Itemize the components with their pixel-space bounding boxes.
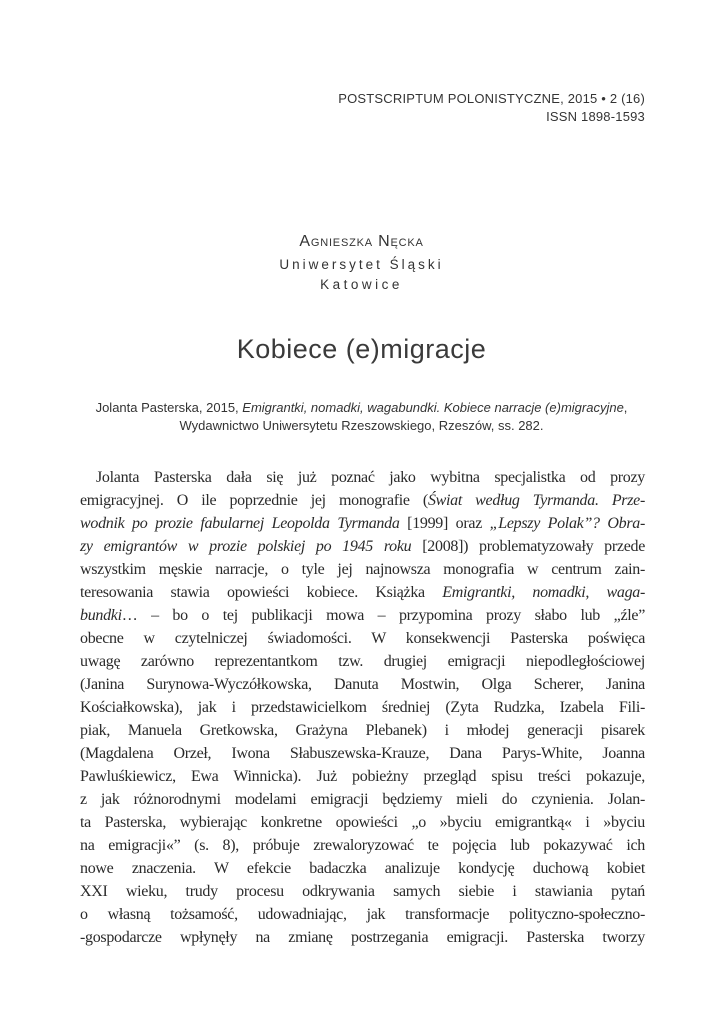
text-segment: ,	[623, 400, 628, 415]
author-affiliation: Uniwersytet Śląski	[279, 257, 444, 272]
author-city: Katowice	[320, 277, 403, 292]
text-segment: obecne w czytelniczej świadomości. W konsekwencji Pasterska poświęca	[80, 630, 645, 647]
text-segment: emigracyjnej. O ile poprzednie jej monografie (	[80, 492, 428, 509]
text-segment: Wydawnictwo Uniwersytetu Rzeszowskiego, Rzeszów, ss. 282.	[179, 417, 544, 433]
body-text-line	[80, 535, 645, 558]
body-text-line	[80, 558, 645, 581]
text-segment: na emigracji«” (s. 8), próbuje zrewaloryzować te pojęcia lub pokazywać ich	[80, 837, 645, 854]
body-text-line	[80, 742, 645, 765]
text-segment: Pawluśkiewicz, Ewa Winnicka). Już pobieżny przegląd spisu treści pokazuje,	[80, 768, 645, 785]
text-segment: [2008]) problematyzowały przede	[411, 538, 646, 555]
italic-text-segment: Emigrantki, nomadki, waga-	[442, 584, 646, 601]
body-text-line	[80, 604, 645, 627]
body-text-line	[80, 857, 645, 880]
body-text-line	[80, 834, 645, 857]
italic-text-segment: Emigrantki, nomadki, wagabundki. Kobiece narracje (e)migracyjne	[242, 400, 624, 415]
text-segment: [1999] oraz	[399, 515, 490, 532]
text-segment: wszystkim męskie narracje, o tyle jej najnowsza monografia w centrum zain-	[80, 561, 645, 578]
text-segment: uwagę zarówno reprezentantkom tzw. drugiej emigracji niepodległościowej	[80, 653, 645, 670]
body-text-line	[80, 466, 645, 489]
issn-line: ISSN 1898-1593	[546, 109, 645, 124]
text-segment: (Janina Surynowa-Wyczółkowska, Danuta Mostwin, Olga Scherer, Janina	[80, 676, 645, 693]
text-segment: -gospodarcze wpłynęły na zmianę postrzegania emigracji. Pasterska tworzy	[80, 929, 645, 946]
text-segment: ta Pasterska, wybierając konkretne opowieści „o »byciu emigrantką« i »byciu	[80, 814, 645, 831]
article-title: Kobiece (e)migracje	[236, 334, 487, 364]
text-segment: piak, Manuela Gretkowska, Grażyna Plebanek) i młodej generacji pisarek	[80, 722, 645, 739]
text-segment: … – bo o tej publikacji mowa – przypomina prozy słabo lub „źle”	[121, 607, 645, 624]
italic-text-segment: wodnik po prozie fabularnej Leopolda Tyrmanda	[80, 515, 400, 532]
text-segment: (Magdalena Orzeł, Iwona Słabuszewska-Krauze, Dana Parys-White, Joanna	[80, 745, 645, 762]
body-text-line	[80, 627, 645, 650]
journal-header	[338, 90, 645, 126]
body-text-line	[80, 719, 645, 742]
author-name: Agnieszka Nęcka	[299, 233, 424, 250]
body-text-line	[80, 788, 645, 811]
body-text-line	[80, 765, 645, 788]
body-text-line	[80, 926, 645, 949]
body-text-line	[80, 811, 645, 834]
text-segment: XXI wieku, trudy procesu odkrywania samych siebie i stawiania pytań	[80, 883, 645, 900]
body-text-line	[80, 696, 645, 719]
italic-text-segment: „Lepszy Polak”? Obra-	[489, 515, 645, 532]
body-text-line	[80, 581, 645, 604]
body-text-line	[80, 673, 645, 696]
citation-line	[79, 399, 644, 417]
italic-text-segment: bundki	[80, 607, 122, 624]
text-segment: Jolanta Pasterska, 2015,	[95, 400, 243, 415]
citation-line	[79, 417, 644, 435]
book-citation	[79, 399, 644, 434]
italic-text-segment: Świat według Tyrmanda. Prze-	[427, 492, 645, 509]
body-text-line	[80, 489, 645, 512]
text-segment: z jak różnorodnymi modelami emigracji będziemy mieli do czynienia. Jolan-	[80, 791, 645, 808]
text-segment: Jolanta Pasterska dała się już poznać jako wybitna specjalistka od prozy	[96, 469, 645, 486]
italic-text-segment: zy emigrantów w prozie polskiej po 1945 roku	[80, 538, 412, 555]
journal-issue-line: POSTSCRIPTUM POLONISTYCZNE, 2015 • 2 (16)	[338, 91, 645, 106]
body-text-line	[80, 650, 645, 673]
text-segment: o własną tożsamość, udowadniając, jak transformacje polityczno-społeczno-	[80, 906, 645, 923]
body-text-line	[80, 880, 645, 903]
text-segment: nowe znaczenia. W efekcie badaczka analizuje kondycję duchową kobiet	[80, 860, 645, 877]
text-segment: Kościałkowska), jak i przedstawicielkom średniej (Zyta Rudzka, Izabela Fili-	[80, 699, 645, 716]
author-block	[0, 233, 723, 292]
body-text-line	[80, 903, 645, 926]
body-text-line	[80, 512, 645, 535]
article-body	[80, 466, 645, 949]
text-segment: teresowania stawia opowieści kobiece. Książka	[80, 584, 443, 601]
